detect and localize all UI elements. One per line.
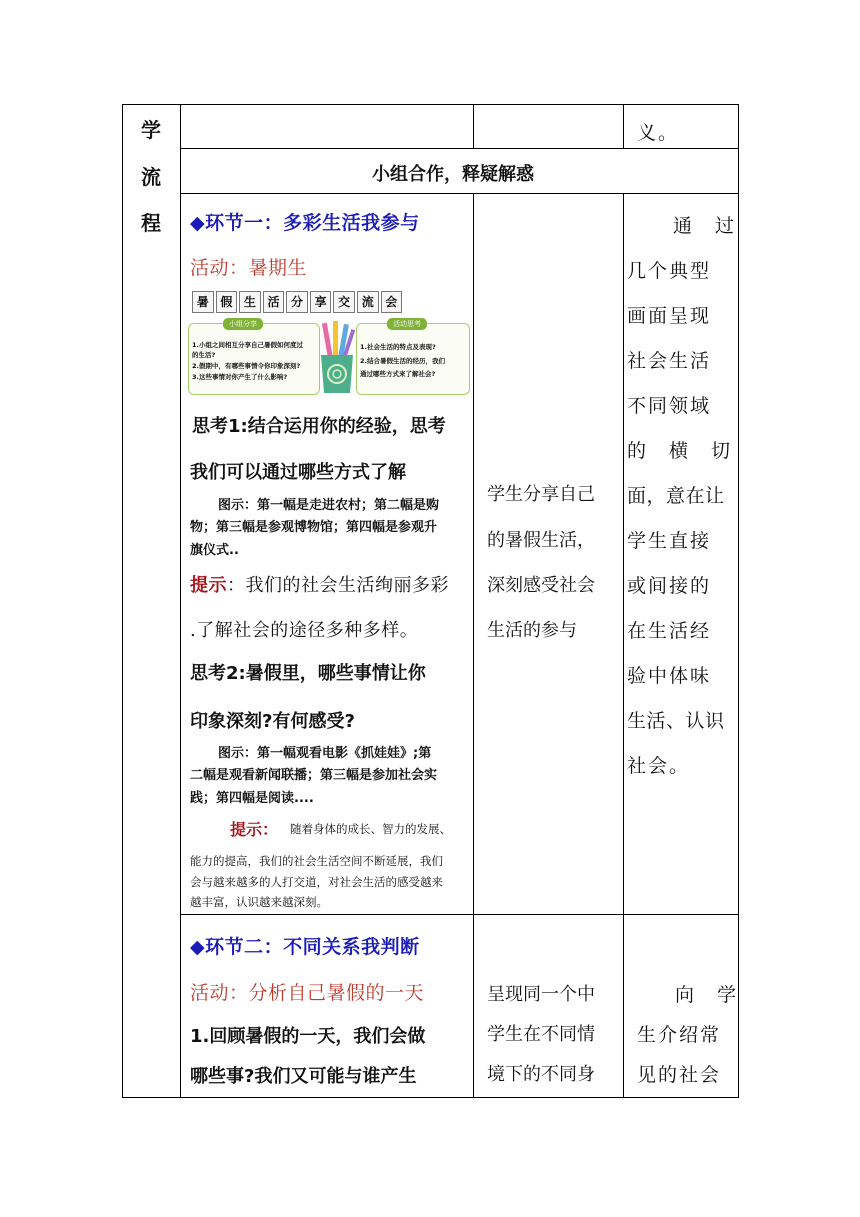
left-label-2: 流: [141, 165, 161, 189]
picture2-line-2: 二幅是观看新闻联播；第三幅是参加社会实: [190, 768, 438, 783]
poster-right-card: [356, 320, 470, 395]
poster-title-char: 享: [310, 291, 332, 313]
poster-title-char: 流: [357, 291, 379, 313]
part1-intent-line-7: 面，意在让: [627, 485, 725, 507]
hint1-line-2: .了解社会的途径多种多样。: [190, 620, 419, 641]
poster-title-char: 假: [216, 291, 238, 313]
part1-intent-line-1: 通 过: [673, 215, 737, 237]
table-divider-2a: [473, 104, 474, 148]
part2-student-line-3: 境下的不同身: [487, 1064, 595, 1085]
part2-question-line-2: 哪些事?我们又可能与谁产生: [190, 1066, 417, 1087]
part1-intent-line-12: 生活、认识: [627, 710, 725, 732]
table-divider-1: [180, 104, 181, 1098]
section-header: 小组合作，释疑解惑: [372, 164, 534, 185]
poster-title-row: [192, 291, 402, 313]
part2-question-line-1: 1.回顾暑假的一天，我们会做: [190, 1026, 426, 1047]
poster-right-tag: 活动思考: [387, 318, 427, 330]
table-border-bottom: [122, 1097, 739, 1098]
part2-activity: 活动：分析自己暑假的一天: [190, 982, 425, 1004]
think1-line-2: 我们可以通过哪些方式了解: [190, 462, 406, 483]
poster-left-line: 的生活?: [192, 351, 216, 359]
poster-left-card: [188, 320, 320, 395]
poster-title-char: 生: [239, 291, 261, 313]
hint1-line-1: [190, 571, 449, 597]
row-line-2: [180, 193, 739, 194]
part1-student-line-4: 生活的参与: [487, 620, 577, 641]
poster-right-line: 2.结合暑假生活的经历，我们: [360, 357, 445, 365]
part1-intent-line-3: 画面呈现: [627, 305, 712, 327]
part1-intent-line-11: 验中体味: [627, 665, 712, 687]
part1-heading: ◆环节一：多彩生活我参与: [190, 212, 420, 234]
table-border-right: [738, 104, 739, 1098]
poster-title-char: 分: [286, 291, 308, 313]
part2-intent-line-2: 生介绍常: [637, 1024, 722, 1046]
picture1-line-3: 旗仪式..: [190, 543, 239, 558]
poster-right-line: 通过哪些方式来了解社会?: [360, 370, 436, 378]
part1-intent-line-6: 的 横 切: [627, 440, 733, 462]
part1-intent-line-2: 几个典型: [627, 260, 712, 282]
picture2-line-1: 图示：第一幅观看电影《抓娃娃》;第: [218, 746, 432, 761]
row-line-1: [180, 148, 739, 149]
part1-intent-line-4: 社会生活: [627, 350, 712, 372]
row-line-3: [180, 914, 739, 915]
hint2-line-3: 会与越来越多的人打交道，对社会生活的感受越来: [190, 875, 443, 889]
part2-heading: ◆环节二：不同关系我判断: [190, 936, 420, 958]
table-border-top: [122, 104, 739, 105]
part2-intent-line-3: 见的社会: [637, 1064, 722, 1086]
part1-intent-line-5: 不同领域: [627, 395, 712, 417]
part1-student-line-3: 深刻感受社会: [487, 575, 595, 596]
hint2-line-2: 能力的提高，我们的社会生活空间不断延展，我们: [190, 854, 443, 868]
part2-intent-line-1: 向 学: [675, 984, 739, 1006]
poster-right-line: 1.社会生活的特点及表现?: [360, 343, 436, 351]
table-divider-3b: [623, 193, 624, 1098]
think2-line-1: 思考2:暑假里，哪些事情让你: [190, 663, 426, 684]
poster-left-line: 3.这些事情对你产生了什么影响?: [192, 373, 288, 381]
left-label-3: 程: [141, 211, 161, 235]
part1-activity: 活动：暑期生: [190, 257, 308, 279]
table-divider-2b: [473, 193, 474, 1098]
picture1-line-2: 物；第三幅是参观博物馆；第四幅是参观升: [190, 520, 438, 535]
picture1-line-1: 图示：第一幅是走进农村；第二幅是购: [218, 498, 440, 513]
poster-left-line: 1.小组之间相互分享自己暑假如何度过: [192, 341, 303, 349]
picture2-line-3: 践；第四幅是阅读....: [190, 791, 314, 806]
think1-line-1: 思考1:结合运用你的经验，思考: [192, 416, 446, 437]
poster-title-char: 会: [381, 291, 403, 313]
hint2-line-4: 越丰富，认识越来越深刻。: [190, 895, 328, 909]
hint1-label: 提示: [190, 575, 227, 596]
row1-right-text: 义。: [637, 122, 680, 144]
table-divider-3a: [623, 104, 624, 148]
part1-student-line-1: 学生分享自己: [487, 484, 595, 505]
part1-intent-line-9: 或间接的: [627, 575, 712, 597]
part1-intent-line-10: 在生活经: [627, 620, 712, 642]
poster-title-char: 交: [333, 291, 355, 313]
part1-student-line-2: 的暑假生活，: [487, 530, 595, 551]
table-border-left: [122, 104, 123, 1098]
poster-left-line: 2.假期中，有哪些事情令你印象深刻?: [192, 362, 301, 370]
part1-intent-line-13: 社会。: [627, 755, 691, 777]
hint2-label: 提示：: [230, 820, 279, 839]
left-label-1: 学: [141, 118, 161, 142]
part2-student-line-1: 呈现同一个中: [487, 984, 595, 1005]
hint2-line-1: 随着身体的成长、智力的发展、: [290, 822, 451, 836]
pencil-cup-icon: [316, 321, 358, 395]
poster-title-char: 活: [263, 291, 285, 313]
part1-intent-line-8: 学生直接: [627, 530, 712, 552]
part2-student-line-2: 学生在不同情: [487, 1024, 595, 1045]
activity-poster-image: [188, 287, 470, 397]
poster-title-char: 暑: [192, 291, 214, 313]
poster-left-tag: 小组分享: [223, 318, 263, 330]
hint1-text: ：我们的社会生活绚丽多彩: [227, 575, 449, 596]
think2-line-2: 印象深刻?有何感受?: [190, 711, 355, 732]
